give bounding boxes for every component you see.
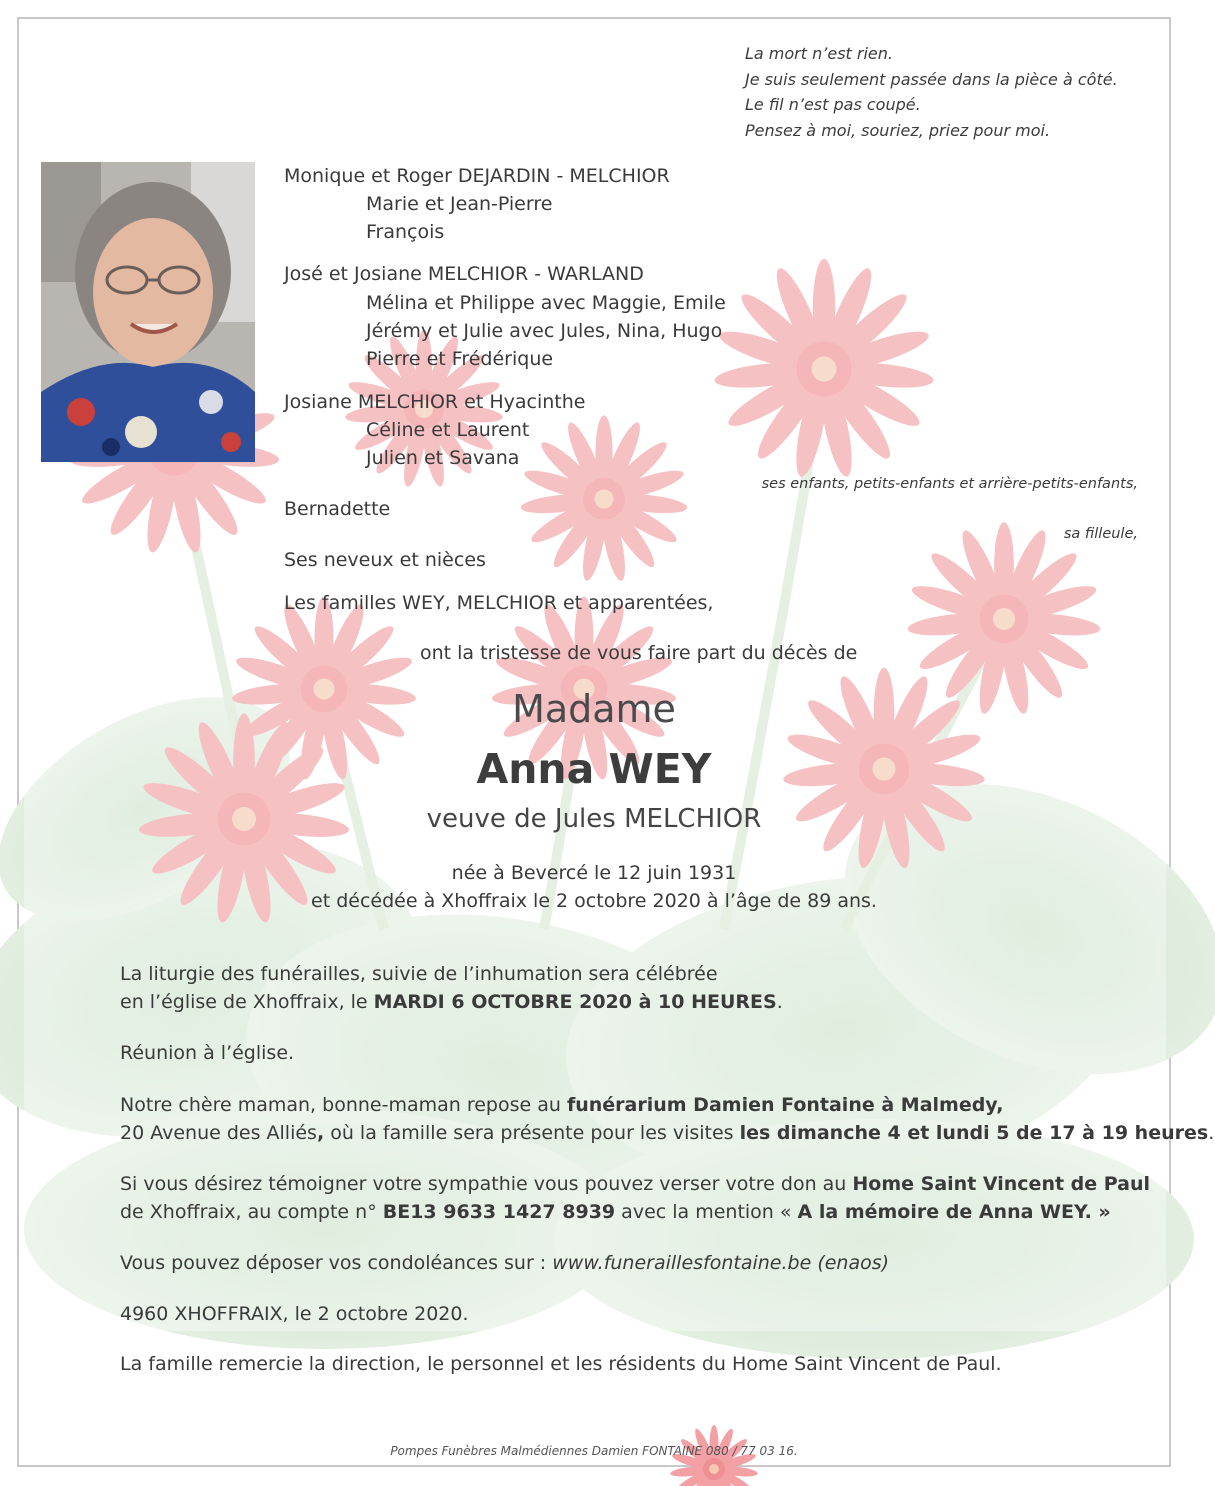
- goddaughter-name: Bernadette: [284, 498, 391, 520]
- funeral-date: MARDI 6 OCTOBRE 2020 à 10 HEURES: [373, 991, 777, 1013]
- poem-line: Je suis seulement passée dans la pièce à côté.: [745, 69, 1118, 89]
- repose-line-2: 20 Avenue des Alliés, où la famille sera présente pour les visites les dimanche 4 et lundi 5 de 17 à 19 heures.: [120, 1122, 1215, 1144]
- donation-line-1: Si vous désirez témoigner votre sympathie vous pouvez verser votre don au Home Saint Vincent de Paul: [120, 1173, 1151, 1195]
- family-group-2-member: Mélina et Philippe avec Maggie, Emile: [366, 292, 726, 314]
- donation-line-2: de Xhoffraix, au compte n° BE13 9633 1427 8939 avec la mention « A la mémoire de Anna WEY. »: [120, 1201, 1111, 1223]
- repose-paragraph: [120, 1091, 1214, 1147]
- thanks-line: La famille remercie la direction, le personnel et les résidents du Home Saint Vincent de Paul.: [120, 1353, 1002, 1375]
- family-group-2-head: José et Josiane MELCHIOR - WARLAND: [284, 263, 644, 285]
- family-group-3-member: Céline et Laurent: [366, 419, 530, 441]
- place-date: 4960 XHOFFRAIX, le 2 octobre 2020.: [120, 1303, 469, 1325]
- family-group-2-member: Jérémy et Julie avec Jules, Nina, Hugo: [366, 320, 723, 342]
- nephews-nieces: Ses neveux et nièces: [284, 549, 486, 571]
- condolences-link[interactable]: www.funeraillesfontaine.be (enaos): [552, 1252, 890, 1274]
- deceased-name: Anna WEY: [476, 745, 712, 793]
- portrait-photo: [41, 162, 255, 462]
- family-group-1-member: Marie et Jean-Pierre: [366, 193, 553, 215]
- goddaughter-caption: sa filleule,: [1063, 526, 1138, 542]
- poem-line: La mort n’est rien.: [745, 44, 893, 63]
- death-info: et décédée à Xhoffraix le 2 octobre 2020 à l’âge de 89 ans.: [311, 890, 877, 912]
- poem: [745, 41, 1118, 143]
- obituary-page: [17, 17, 1215, 1467]
- donation-beneficiary: Home Saint Vincent de Paul: [852, 1173, 1151, 1195]
- poem-line: Pensez à moi, souriez, priez pour moi.: [745, 120, 1051, 140]
- deceased-title: Madame: [512, 687, 676, 731]
- visit-times: les dimanche 4 et lundi 5 de 17 à 19 heures: [739, 1122, 1209, 1144]
- liturgy-line-2: en l’église de Xhoffraix, le MARDI 6 OCTOBRE 2020 à 10 HEURES.: [120, 991, 783, 1013]
- poem-line: Le fil n’est pas coupé.: [745, 95, 921, 114]
- reunion-line: Réunion à l’église.: [120, 1042, 295, 1064]
- donation-paragraph: [120, 1170, 1150, 1226]
- footer-funeral-home: Pompes Funèbres Malmédiennes Damien FONTAINE 080 / 77 03 16.: [390, 1444, 798, 1458]
- children-caption: ses enfants, petits-enfants et arrière-petits-enfants,: [761, 476, 1138, 492]
- widow-of: veuve de Jules MELCHIOR: [426, 804, 762, 834]
- family-group-1-head: Monique et Roger DEJARDIN - MELCHIOR: [284, 165, 670, 187]
- condolences-line: Vous pouvez déposer vos condoléances sur : www.funeraillesfontaine.be (enaos): [120, 1252, 890, 1274]
- birth-info: née à Bevercé le 12 juin 1931: [451, 862, 737, 884]
- announcement-intro: ont la tristesse de vous faire part du décès de: [420, 642, 858, 664]
- family-group-3-head: Josiane MELCHIOR et Hyacinthe: [284, 391, 586, 413]
- donation-mention: A la mémoire de Anna WEY. »: [797, 1201, 1111, 1223]
- liturgy-line-1: La liturgie des funérailles, suivie de l’inhumation sera célébrée: [120, 963, 718, 985]
- funerarium-name: funérarium Damien Fontaine à Malmedy,: [566, 1094, 1004, 1116]
- repose-line-1: Notre chère maman, bonne-maman repose au funérarium Damien Fontaine à Malmedy,: [120, 1094, 1004, 1116]
- family-group-3-member: Julien et Savana: [366, 447, 520, 469]
- liturgy-paragraph: [120, 960, 783, 1016]
- bank-account: BE13 9633 1427 8939: [382, 1201, 616, 1223]
- families-line: Les familles WEY, MELCHIOR et apparentées,: [284, 592, 714, 614]
- family-group-2-member: Pierre et Frédérique: [366, 348, 554, 370]
- family-group-1-member: François: [366, 221, 445, 243]
